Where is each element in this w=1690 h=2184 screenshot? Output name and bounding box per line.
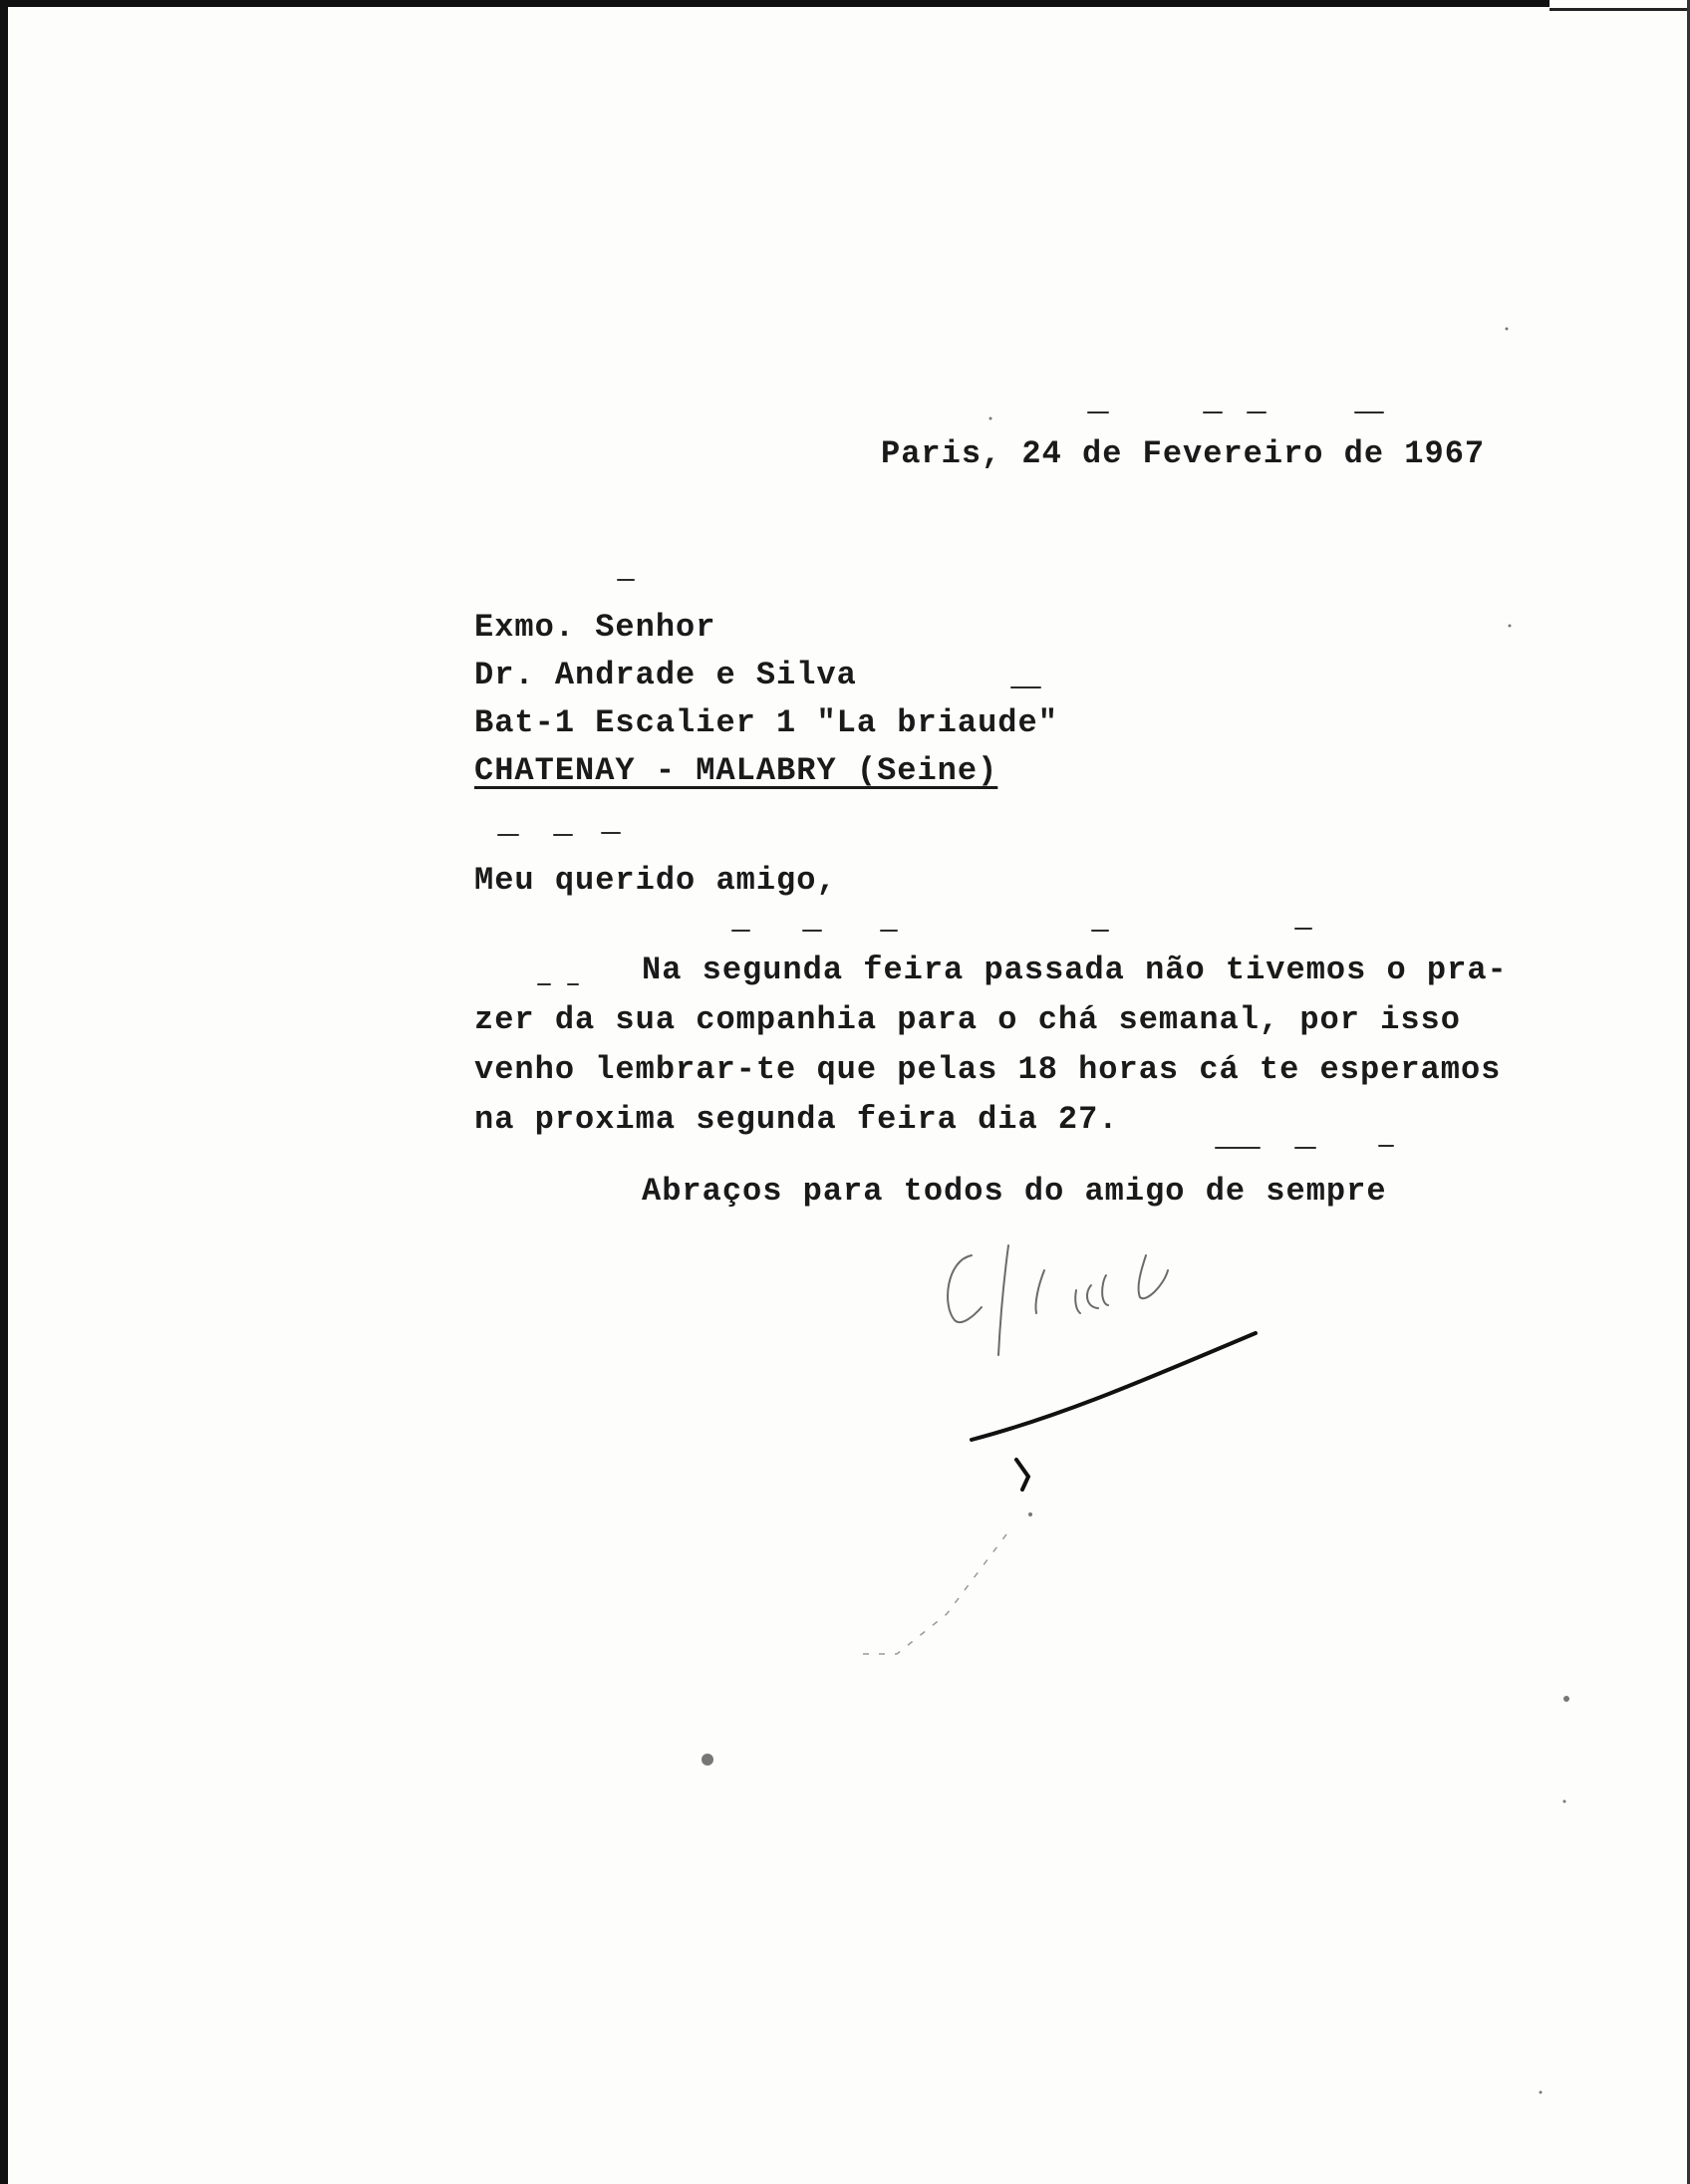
- scan-edge-left: [0, 0, 8, 2184]
- recipient-title: Exmo. Senhor: [474, 609, 716, 646]
- recipient-name: Dr. Andrade e Silva: [474, 657, 857, 693]
- scan-edge-top-right: [1549, 8, 1690, 11]
- closing-line: Abraços para todos do amigo de sempre: [642, 1173, 1387, 1210]
- body-line-2: zer da sua companhia para o chá semanal, por isso: [474, 1001, 1461, 1038]
- salutation: Meu querido amigo,: [474, 862, 837, 899]
- date-line: Paris, 24 de Fevereiro de 1967: [881, 435, 1486, 472]
- body-line-3: venho lembrar-te que pelas 18 horas cá te esperamos: [474, 1051, 1502, 1088]
- handwritten-signature: [927, 1216, 1445, 1514]
- scan-edge-top: [0, 0, 1549, 7]
- recipient-address: Bat-1 Escalier 1 "La briaude": [474, 704, 1058, 741]
- body-line-1: Na segunda feira passada não tivemos o pra-: [642, 952, 1508, 988]
- recipient-city: CHATENAY - MALABRY (Seine): [474, 752, 998, 789]
- body-line-4: na proxima segunda feira dia 27.: [474, 1101, 1119, 1138]
